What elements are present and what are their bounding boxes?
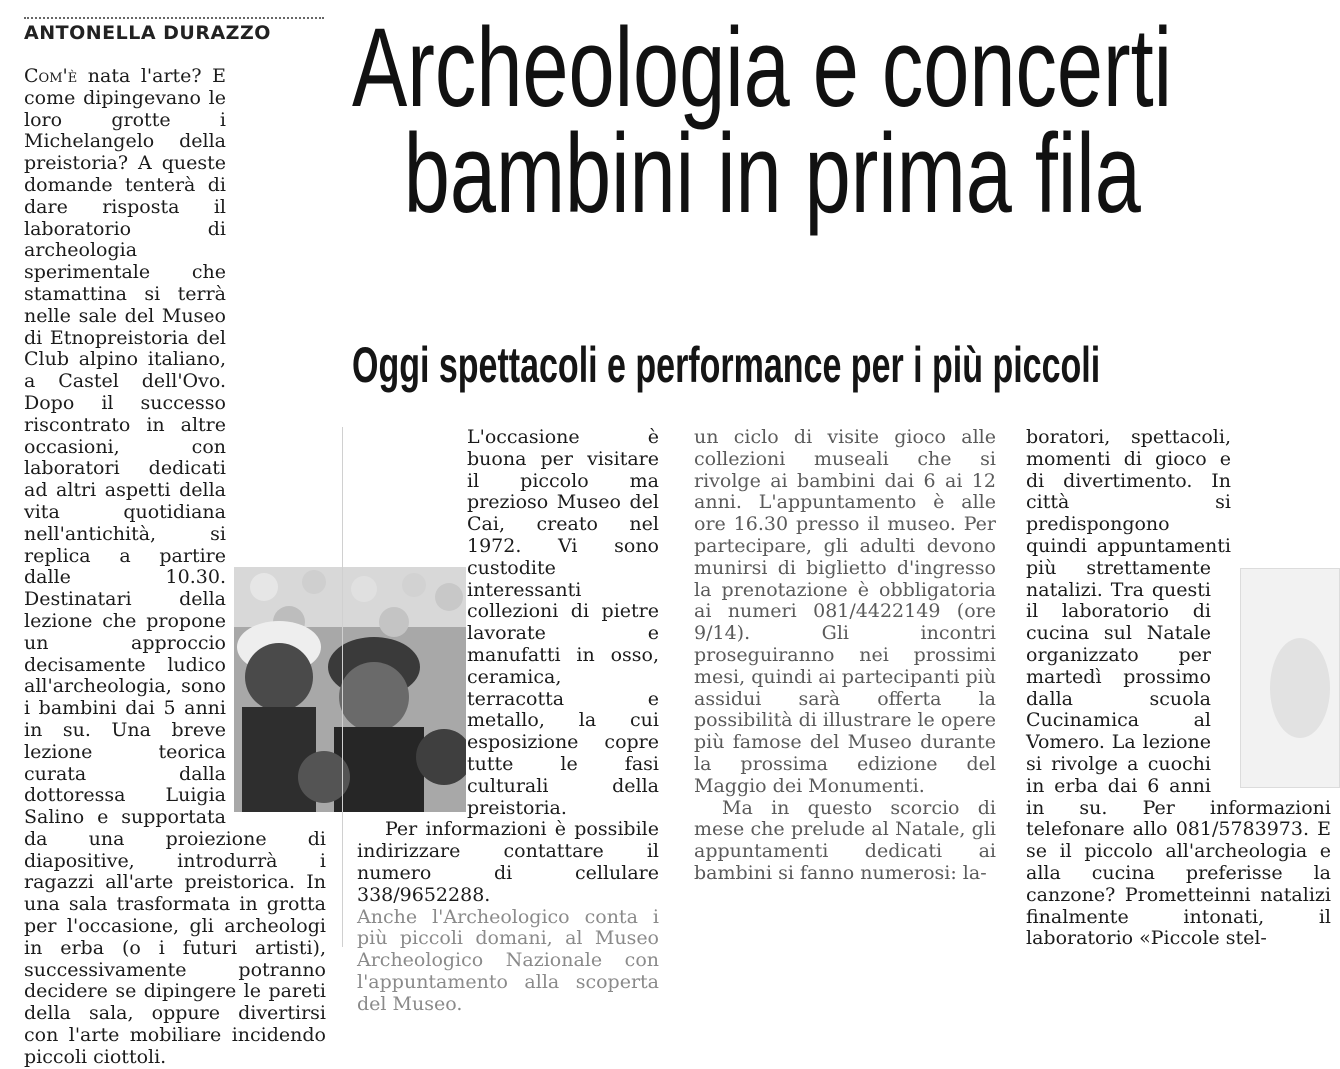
column-divider <box>342 427 343 947</box>
headline <box>352 5 1173 236</box>
subheadline: Oggi spettacoli e performance per i più piccoli <box>352 337 1101 393</box>
article-column-3 <box>694 427 996 885</box>
side-photo <box>1240 568 1340 788</box>
column-2-paragraph-1: L'occasione è buona per visitare il piccolo ma prezioso Museo del Cai, creato nel 1972. Vi sono custodite interessanti collezioni di pietre lavorate e manufatti in osso, ceramica, terracotta e metallo, la cui esposizione copre tutte le fasi culturali della preistoria. <box>467 426 659 819</box>
column-3-paragraph-1: un ciclo di visite gioco alle collezioni museali che si rivolge ai bambini dai 6 ai 12 anni. L'appuntamento è alle ore 16.30 presso il museo. Per partecipare, gli adulti devono munirsi di biglietto d'ingresso la prenotazione è obbligatoria ai numeri 081/4422149 (ore 9/14). Gli incontri proseguiranno nei prossimi mesi, quindi ai partecipanti più assidui sarà offerta la possibilità di illustrare le opere più famose del Museo durante la prossima edizione del Maggio dei Monumenti. <box>694 426 997 797</box>
author-byline: ANTONELLA DURAZZO <box>24 22 271 44</box>
column-1-text: nata l'arte? E come dipingevano le loro grotte i Michelangelo della preistoria? A queste domande tenterà di dare risposta il laboratorio di archeologia sperimentale che stamattina si terrà nelle sale del Museo di Etnopreistoria del Club alpino italiano, a Castel dell'Ovo. Dopo il successo riscontrato in altre occasioni, con laboratori dedicati ad altri aspetti della vita quotidiana nell'antichità, si replica a partire dalle 10.30. Destinatari della lezione che propone un approccio decisamente ludico all'archeologia, sono i bambini dai 5 anni in su. Una breve lezione teorica curata dalla dottoressa Luigia Salino e supportata da una proiezione di diapositive, introdurrà i ragazzi all'arte preistorica. In una sala trasformata in grotta per l'occasione, gli archeologi in erba (o i futuri artisti), successivamente potranno decidere se dipingere le pareti della sala, oppure divertirsi con l'arte mobiliare incidendo piccoli ciottoli. <box>24 65 326 1068</box>
headline-line-2: bambini in prima fila <box>403 111 1141 236</box>
article-column-2 <box>357 427 659 1016</box>
column-4-text: boratori, spettacoli, momenti di gioco e di divertimento. In città si predispongono quindi appuntamenti più strettamente natalizi. Tra questi il laboratorio di cucina sul Natale organizzato per martedì prossimo dalla scuola Cucinamica al Vomero. La lezione si rivolge a cuochi in erba dai 6 anni in su. Per informazioni telefonare allo 081/5783973. E se il piccolo all'archeologia e alla cucina preferisse la canzone? Prometteinni natalizi finalmente intonati, il laboratorio «Piccole stel- <box>1026 426 1331 950</box>
headline-line-1: Archeologia e concerti <box>352 5 1173 130</box>
column-3-paragraph-2: Ma in questo scorcio di mese che prelude al Natale, gli appuntamenti dedicati ai bambini si fanno numerosi: la- <box>694 796 996 884</box>
byline-dotted-rule <box>24 17 324 19</box>
column-2-paragraph-3: Anche l'Archeologico conta i più piccoli domani, al Museo Archeologico Nazionale con l'appuntamento alla scoperta del Museo. <box>357 905 659 1015</box>
dropcap-lead: Com'è <box>24 65 78 87</box>
column-2-paragraph-2: Per informazioni è possibile indirizzare contattare il numero di cellulare 338/9652288. <box>357 818 659 906</box>
